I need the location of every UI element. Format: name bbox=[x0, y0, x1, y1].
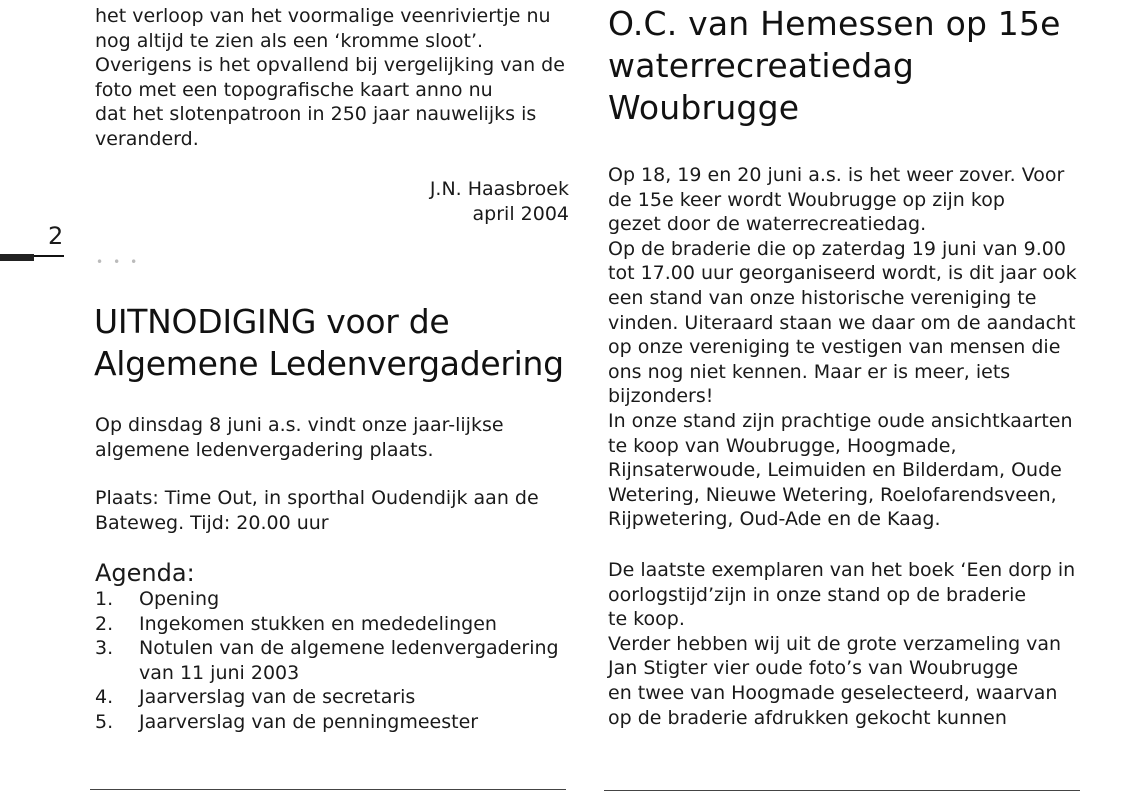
agenda-item-number: 5. bbox=[95, 710, 114, 733]
book-line: Jan Stigter vier oude foto’s van Woubrugge bbox=[608, 657, 1019, 680]
agenda-item-text: Notulen van de algemene ledenvergadering bbox=[139, 637, 559, 660]
braderie-line: gezet door de waterrecreatiedag. bbox=[608, 213, 927, 236]
intro-paragraph bbox=[95, 4, 575, 152]
braderie-line: ons nog niet kennen. Maar er is meer, iets bbox=[608, 360, 1011, 383]
agenda-item bbox=[95, 710, 575, 735]
braderie-line: te koop van Woubrugge, Hoogmade, bbox=[608, 434, 957, 457]
book-line: te koop. bbox=[608, 608, 685, 631]
braderie-line: Op 18, 19 en 20 juni a.s. is het weer zover. Voor bbox=[608, 164, 1065, 186]
signature-date: april 2004 bbox=[472, 202, 569, 225]
right-column-bottom-rule bbox=[604, 790, 1080, 791]
braderie-paragraph bbox=[608, 163, 1128, 532]
location-line: Plaats: Time Out, in sporthal Oudendijk aan de bbox=[95, 487, 539, 509]
intro-line: het verloop van het voormalige veenriviertje nu bbox=[95, 5, 551, 27]
signature bbox=[300, 177, 569, 226]
headline-line: Algemene Ledenvergadering bbox=[94, 344, 564, 383]
braderie-line: vinden. Uiteraard staan we daar om de aandacht bbox=[608, 311, 1076, 334]
headline-hemessen bbox=[608, 3, 1128, 129]
agenda-item-text: van 11 juni 2003 bbox=[139, 661, 300, 684]
agenda-item-number: 3. bbox=[95, 637, 114, 660]
braderie-line: een stand van onze historische vereniging te bbox=[608, 286, 1037, 309]
agenda-item bbox=[95, 685, 575, 710]
intro-line: Overigens is het opvallend bij vergelijking van de bbox=[95, 54, 565, 77]
headline-line: O.C. van Hemessen op 15e bbox=[608, 4, 1061, 43]
agenda-item-text: Ingekomen stukken en mededelingen bbox=[139, 612, 497, 635]
signature-author: J.N. Haasbroek bbox=[429, 178, 569, 200]
decorative-dots: ••• bbox=[96, 255, 148, 269]
meeting-line: Op dinsdag 8 juni a.s. vindt onze jaar-lijkse bbox=[95, 414, 504, 436]
braderie-line: Wetering, Nieuwe Wetering, Roelofarendsveen, bbox=[608, 483, 1057, 506]
location-paragraph bbox=[95, 486, 575, 535]
book-line: oorlogstijd’zijn in onze stand op de braderie bbox=[608, 583, 1027, 606]
intro-line: dat het slotenpatroon in 250 jaar nauwelijks is bbox=[95, 103, 537, 126]
book-paragraph bbox=[608, 558, 1128, 730]
headline-uitnodiging bbox=[94, 301, 574, 385]
book-line: De laatste exemplaren van het boek ‘Een dorp in bbox=[608, 559, 1076, 581]
location-line: Bateweg. Tijd: 20.00 uur bbox=[95, 511, 329, 534]
book-line: en twee van Hoogmade geselecteerd, waarvan bbox=[608, 681, 1058, 704]
headline-line: waterrecreatiedag bbox=[608, 46, 915, 85]
agenda-item bbox=[95, 636, 575, 685]
intro-line: nog altijd te zien als een ‘kromme sloot’. bbox=[95, 29, 484, 52]
agenda-item-number: 1. bbox=[95, 588, 114, 610]
agenda-item-text: Jaarverslag van de penningmeester bbox=[139, 710, 479, 733]
intro-line: veranderd. bbox=[95, 127, 199, 150]
book-line: op de braderie afdrukken gekocht kunnen bbox=[608, 706, 1007, 729]
book-line: Verder hebben wij uit de grote verzameling van bbox=[608, 632, 1062, 655]
headline-line: Woubrugge bbox=[608, 88, 800, 127]
braderie-line: tot 17.00 uur georganiseerd wordt, is dit jaar ook bbox=[608, 262, 1077, 285]
headline-line: UITNODIGING voor de bbox=[94, 302, 450, 341]
braderie-line: op onze vereniging te vestigen van mensen die bbox=[608, 336, 1061, 359]
agenda-list bbox=[95, 587, 575, 735]
page-tab-rule bbox=[34, 255, 64, 257]
braderie-line: In onze stand zijn prachtige oude ansichtkaarten bbox=[608, 409, 1073, 432]
agenda-item-number: 4. bbox=[95, 686, 114, 709]
agenda-item-text: Jaarverslag van de secretaris bbox=[139, 686, 416, 709]
braderie-line: de 15e keer wordt Woubrugge op zijn kop bbox=[608, 188, 1005, 211]
left-column-bottom-rule bbox=[90, 789, 566, 790]
page-tab-marker bbox=[0, 254, 34, 261]
braderie-line: Op de braderie die op zaterdag 19 juni van 9.00 bbox=[608, 237, 1066, 260]
intro-line: foto met een topografische kaart anno nu bbox=[95, 78, 493, 101]
agenda-title: Agenda: bbox=[95, 559, 195, 587]
braderie-line: bijzonders! bbox=[608, 385, 714, 408]
braderie-line: Rijnsaterwoude, Leimuiden en Bilderdam, Oude bbox=[608, 459, 1062, 482]
agenda-item bbox=[95, 587, 575, 612]
page-number: 2 bbox=[48, 222, 64, 250]
meeting-line: algemene ledenvergadering plaats. bbox=[95, 438, 434, 461]
meeting-paragraph bbox=[95, 413, 575, 462]
braderie-line: Rijpwetering, Oud-Ade en de Kaag. bbox=[608, 508, 941, 531]
agenda-item-number: 2. bbox=[95, 612, 114, 635]
agenda-item bbox=[95, 612, 575, 637]
agenda-item-text: Opening bbox=[139, 588, 220, 610]
